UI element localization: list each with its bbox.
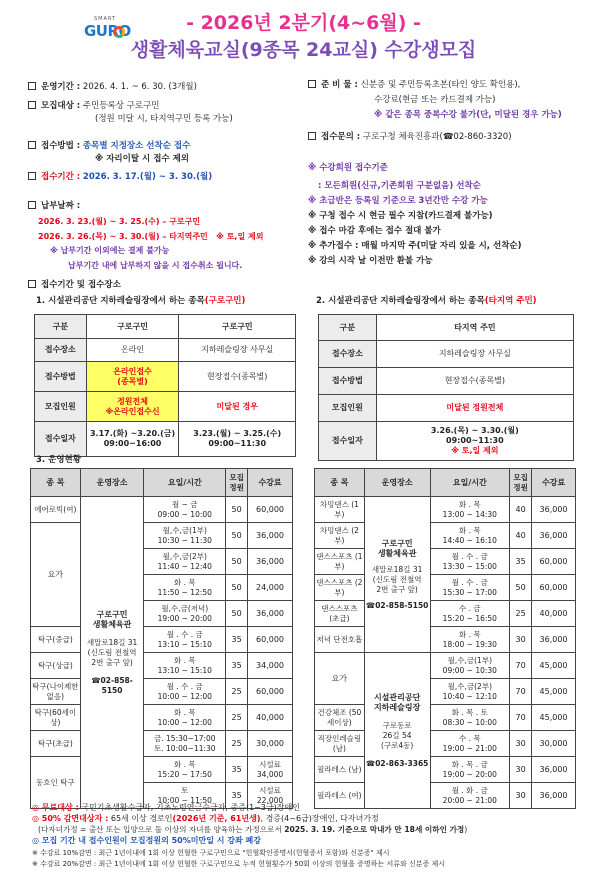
ops-cap: 50 xyxy=(226,523,248,549)
ops-sport: 탁구(60세이상) xyxy=(31,705,81,731)
ops-fee: 36,000 xyxy=(532,627,576,653)
ops-time: 월,수,금(1부) 09:00 ~ 10:30 xyxy=(430,653,510,679)
ops-h-cap: 모집 정원 xyxy=(226,469,248,497)
ops-time: 화 . 목 15:20 ~ 17:50 xyxy=(144,757,226,783)
docs-value2: 수강료(현금 또는 카드결제 가능) xyxy=(374,95,496,105)
reception-table-other xyxy=(318,314,574,461)
ops-cap: 25 xyxy=(226,679,248,705)
date-onsite: 3.23.(월) ~ 3.25.(수) 09:00~11:30 xyxy=(179,422,296,457)
row-place-label: 접수장소 xyxy=(35,339,87,362)
ops-cap: 30 xyxy=(510,627,532,653)
ops-time: 화 . 목 13:00 ~ 14:30 xyxy=(430,497,510,523)
ops-h-fee: 수강료 xyxy=(532,469,576,497)
criteria-title: ※ 수강회원 접수기준 xyxy=(308,163,388,173)
th2-other: 타지역 주민 xyxy=(376,315,573,341)
place-online: 온라인 xyxy=(86,339,179,362)
sub1-title: 1. 시설관리공단 지하레슬링장에서 하는 종목(구로구민) xyxy=(36,296,246,306)
date-online: 3.17.(화) ~3.20.(금) 09:00~16:00 xyxy=(86,422,179,457)
ops-sport: 차밍댄스 (2부) xyxy=(315,523,365,549)
footer-free: ◎ 무료대상 : 국민기초생활수급자, 기초노령연금수급자, 중증(1~3급)장애인 xyxy=(32,803,300,812)
ops-sport: 탁구(초급) xyxy=(31,731,81,757)
ops-time: 토 10:00 ~ 11:50 xyxy=(144,783,226,809)
ops-time: 월,수,금(1부) 10:30 ~ 11:30 xyxy=(144,523,226,549)
ops-h-venue: 운영장소 xyxy=(80,469,144,497)
ops-fee: 60,000 xyxy=(532,575,576,601)
ops-fee: 30,000 xyxy=(532,731,576,757)
logo-smart-text: SMART xyxy=(94,16,117,22)
ops-sport: 필라테스 (여) xyxy=(315,783,365,809)
ops-time: 화 . 목 10:00 ~ 12:00 xyxy=(144,705,226,731)
ops-time: 화 . 목 18:00 ~ 19:30 xyxy=(430,627,510,653)
checkbox-icon xyxy=(28,201,36,209)
ops-fee: 60,000 xyxy=(248,679,293,705)
criteria-2: ※ 초급반은 등록일 기준으로 3년간만 수강 가능 xyxy=(308,196,488,206)
ops-sport: 탁구(상급) xyxy=(31,653,81,679)
ops-fee: 시설료 22,000 xyxy=(248,783,293,809)
ops-fee: 36,000 xyxy=(532,757,576,783)
reception-row: 접수기간 : 2026. 3. 17.(월) ~ 3. 30.(월) xyxy=(28,172,212,183)
ops-time: 월 . 수 . 금 15:30 ~ 17:00 xyxy=(430,575,510,601)
row-method-label: 접수방법 xyxy=(35,362,87,392)
checkbox-icon xyxy=(308,80,316,88)
ops-fee: 34,000 xyxy=(248,653,293,679)
ops-time: 월,수,금(2부) 10:40 ~ 12:10 xyxy=(430,679,510,705)
reception-table-guro xyxy=(34,314,296,457)
ops-fee: 60,000 xyxy=(248,627,293,653)
ops-sport: 요가 xyxy=(31,523,81,627)
ops-fee: 60,000 xyxy=(532,549,576,575)
place-onsite: 지하레슬링장 사무실 xyxy=(179,339,296,362)
ops-fee: 36,000 xyxy=(532,497,576,523)
ops-cap: 50 xyxy=(510,575,532,601)
capacity-online: 정원전체 ※온라인접수신 xyxy=(86,392,179,422)
ops-fee: 36,000 xyxy=(248,549,293,575)
ops-h-sport: 종 목 xyxy=(31,469,81,497)
method-note: ※ 자리이탈 시 접수 제외 xyxy=(95,154,190,164)
ops-time: 월,수,금(저녁) 19:00 ~ 20:00 xyxy=(144,601,226,627)
ops-fee: 36,000 xyxy=(248,523,293,549)
row-capacity-label: 모집인원 xyxy=(35,392,87,422)
ops-table-right xyxy=(314,468,576,809)
ops-cap: 70 xyxy=(510,653,532,679)
ops-time: 월,수,금(2부) 11:40 ~ 12:40 xyxy=(144,549,226,575)
criteria-4: ※ 접수 마감 후에는 접수 절대 불가 xyxy=(308,226,441,236)
criteria-3: ※ 구청 접수 시 현금 필수 지참(카드결제 불가능) xyxy=(308,211,493,221)
ops-fee: 60,000 xyxy=(248,497,293,523)
ops-sport: 저녁 단전호흡 xyxy=(315,627,365,653)
ops-sport: 댄스스포츠 (초급) xyxy=(315,601,365,627)
footer-cancel: ◎ 모집 기간 내 접수인원이 모집정원의 50%미만일 시 강좌 폐강 xyxy=(32,836,261,845)
capacity2: 미달된 정원전체 xyxy=(376,395,573,422)
ops-sport: 직장인레슬링(남) xyxy=(315,731,365,757)
ops-h-fee: 수강료 xyxy=(248,469,293,497)
sub2-title: 2. 시설관리공단 지하레슬링장에서 하는 종목(타지역 주민) xyxy=(316,296,537,306)
ops-venue-left: 구로구민 생활체육관 새말로18길 31 (신도림 전철역 2번 출구 앞) ☎02-858-5150 xyxy=(80,497,144,809)
ops-time: 화 . 목 11:50 ~ 12:50 xyxy=(144,575,226,601)
ops-sport: 필라테스 (남) xyxy=(315,757,365,783)
method-row: 접수방법 : 종목별 지정장소 선착순 접수 xyxy=(28,141,190,152)
ops-cap: 30 xyxy=(510,731,532,757)
ops-cap: 30 xyxy=(510,757,532,783)
payment-line1: 2026. 3. 23.(월) ~ 3. 25.(수) – 구로구민 xyxy=(38,217,201,226)
ops-fee: 30,000 xyxy=(248,731,293,757)
ops-time: 화 . 목 . 토 08:30 ~ 10:00 xyxy=(430,705,510,731)
ops-cap: 35 xyxy=(226,757,248,783)
ops-cap: 40 xyxy=(510,523,532,549)
checkbox-icon xyxy=(28,82,36,90)
row2-place-label: 접수장소 xyxy=(319,341,377,368)
ops-cap: 50 xyxy=(226,549,248,575)
ops-cap: 25 xyxy=(510,601,532,627)
place2-onsite: 지하레슬링장 사무실 xyxy=(376,341,573,368)
ops-sport: 댄스스포츠 (1부) xyxy=(315,549,365,575)
criteria-5: ※ 추가접수 : 매월 마지막 주(미달 자리 있을 시, 선착순) xyxy=(308,241,522,251)
payment-note1: ※ 납부기간 이외에는 결제 불가능 xyxy=(50,246,170,255)
ops-time: 월 . 수 . 금 10:00 ~ 12:00 xyxy=(144,679,226,705)
ops-time: 수 . 목 19:00 ~ 21:00 xyxy=(430,731,510,757)
ops-sport: 탁구(나이제한없음) xyxy=(31,679,81,705)
ops-venue-right-1: 구로구민 생활체육관 새말로18길 31 (신도림 전철역 2번 출구 앞) ☎02-858-5150 xyxy=(364,497,430,653)
ops-cap: 40 xyxy=(510,497,532,523)
checkbox-icon xyxy=(28,141,36,149)
footer-discount: ◎ 50% 감면대상자 : 65세 이상 경로인(2026년 기준, 61년생), 경증(4~6급)장애인, 다자녀가정 xyxy=(32,814,379,823)
docs-row: 준 비 물 : 신분증 및 주민등록초본(타인 양도 확인용), xyxy=(308,80,520,91)
row-date-label: 접수일자 xyxy=(35,422,87,457)
method-onsite: 현장접수(종목별) xyxy=(179,362,296,392)
docs-note: ※ 같은 종목 중복수강 불가(단, 미달된 경우 가능) xyxy=(374,110,562,120)
footer-multichild: (다자녀가정 = 출산 또는 입양으로 둘 이상의 자녀를 양육하는 가정으로서 2025. 3. 19. 기준으로 막내가 만 18세 이하인 가정) xyxy=(38,825,468,834)
ops-time: 화 . 목 14:40 ~ 16:10 xyxy=(430,523,510,549)
ops-time: 월 ~ 금 09:00 ~ 10:00 xyxy=(144,497,226,523)
ops-cap: 35 xyxy=(226,783,248,809)
ops-h-time: 요일/시간 xyxy=(430,469,510,497)
ops-sport: 댄스스포츠 (2부) xyxy=(315,575,365,601)
ops-fee: 24,000 xyxy=(248,575,293,601)
ops-fee: 40,000 xyxy=(532,601,576,627)
ops-fee: 36,000 xyxy=(248,601,293,627)
ops-fee: 45,000 xyxy=(532,679,576,705)
ops-sport: 요가 xyxy=(315,653,365,705)
ops-cap: 50 xyxy=(226,575,248,601)
row2-capacity-label: 모집인원 xyxy=(319,395,377,422)
row2-method-label: 접수방법 xyxy=(319,368,377,395)
ops-cap: 35 xyxy=(510,549,532,575)
ops-sport: 동호인 탁구 xyxy=(31,757,81,809)
ops-fee: 45,000 xyxy=(532,705,576,731)
ops-time: 화 . 목 . 금 19:00 ~ 20:00 xyxy=(430,757,510,783)
date2: 3.26.(목) ~ 3.30.(월) 09:00~11:30 ※ 토,일 제외 xyxy=(376,422,573,461)
title-quarter: - 2026년 2분기(4~6월) - xyxy=(186,12,421,34)
ops-h-sport: 종 목 xyxy=(315,469,365,497)
th-guro1: 구로구민 xyxy=(86,315,179,339)
ops-cap: 50 xyxy=(226,497,248,523)
ops-time: 금. 15:30~17:00 토. 10:00~11:30 xyxy=(144,731,226,757)
ops-cap: 30 xyxy=(510,783,532,809)
th2-div: 구분 xyxy=(319,315,377,341)
ops-time: 월 . 수 . 금 13:30 ~ 15:00 xyxy=(430,549,510,575)
ops-fee: 36,000 xyxy=(532,523,576,549)
target-row: 모집대상 : 주민등록상 구로구민 xyxy=(28,101,160,112)
th-div: 구분 xyxy=(35,315,87,339)
method-online: 온라인접수 (종목별) xyxy=(86,362,179,392)
ops-cap: 25 xyxy=(226,705,248,731)
ops-fee: 36,000 xyxy=(532,783,576,809)
ops-cap: 35 xyxy=(226,653,248,679)
payment-line2: 2026. 3. 26.(목) ~ 3. 30.(월) – 타지역주민 ※ 토,일 제외 xyxy=(38,232,264,241)
ops-fee: 45,000 xyxy=(532,653,576,679)
footer-blood20: ※ 수강료 20%감면 : 최근 1년이내에 1회 이상 헌혈한 구로구민으로 누적 헌혈횟수가 50회 이상의 헌혈을 증명하는 서류와 신분증 제시 xyxy=(32,860,445,868)
ops-cap: 50 xyxy=(226,601,248,627)
logo-brand-text: GURO xyxy=(84,22,131,40)
ops-cap: 70 xyxy=(510,679,532,705)
ops-fee: 40,000 xyxy=(248,705,293,731)
ops-h-time: 요일/시간 xyxy=(144,469,226,497)
ops-time: 화 . 목 13:10 ~ 15:10 xyxy=(144,653,226,679)
ops-h-venue: 운영장소 xyxy=(364,469,430,497)
section3-title: 3. 운영현황 xyxy=(36,455,81,465)
period-row: 운영기간 : 2026. 4. 1. ~ 6. 30. (3개월) xyxy=(28,82,197,93)
ops-sport: 에어로빅(여) xyxy=(31,497,81,523)
ops-time: 월 . 화 . 금 20:00 ~ 21:00 xyxy=(430,783,510,809)
ops-time: 월 . 수 . 금 13:10 ~ 15:10 xyxy=(144,627,226,653)
ops-cap: 25 xyxy=(226,731,248,757)
title-main: 생활체육교실(9종목 24교실) 수강생모집 xyxy=(130,39,477,61)
ops-cap: 70 xyxy=(510,705,532,731)
ops-fee: 시설료 34,000 xyxy=(248,757,293,783)
ops-cap: 35 xyxy=(226,627,248,653)
target-note: (정원 미달 시, 타지역구민 등록 가능) xyxy=(95,114,233,124)
ops-venue-right-2: 시설관리공단 지하레슬링장 구로동로 26길 54 (구로4동) ☎02-863-3365 xyxy=(364,653,430,809)
ops-sport: 건강체조 (50세이상) xyxy=(315,705,365,731)
payment-row: 납부날짜 : xyxy=(28,201,80,212)
checkbox-icon xyxy=(28,101,36,109)
checkbox-icon xyxy=(28,172,36,180)
row2-date-label: 접수일자 xyxy=(319,422,377,461)
ops-table-left xyxy=(30,468,293,809)
th-guro2: 구로구민 xyxy=(179,315,296,339)
capacity-onsite: 미달된 경우 xyxy=(179,392,296,422)
checkbox-icon xyxy=(28,280,36,288)
contact-row: 접수문의 : 구로구청 체육진흥과(☎02-860-3320) xyxy=(308,132,512,143)
method2-onsite: 현장접수(종목별) xyxy=(376,368,573,395)
ops-time: 수 . 금 15:20 ~ 16:50 xyxy=(430,601,510,627)
section2-title: 접수기간 및 접수장소 xyxy=(28,280,121,291)
ops-sport: 차밍댄스 (1부) xyxy=(315,497,365,523)
footer-blood10: ※ 수강료 10%감면 : 최근 1년이내에 1회 이상 헌혈한 구로구민으로 "헌혈확인증명서(헌혈증서 포함)와 신분증" 제시 xyxy=(32,849,390,857)
ops-sport: 탁구(중급) xyxy=(31,627,81,653)
criteria-6: ※ 강의 시작 날 이전만 환불 가능 xyxy=(308,256,433,266)
criteria-1: : 모든회원(신규,기존회원 구분없음) 선착순 xyxy=(318,181,481,191)
ops-h-cap: 모집 정원 xyxy=(510,469,532,497)
payment-note2: 납부기간 내에 납부하지 않을 시 접수취소 됩니다. xyxy=(68,261,243,270)
checkbox-icon xyxy=(308,132,316,140)
